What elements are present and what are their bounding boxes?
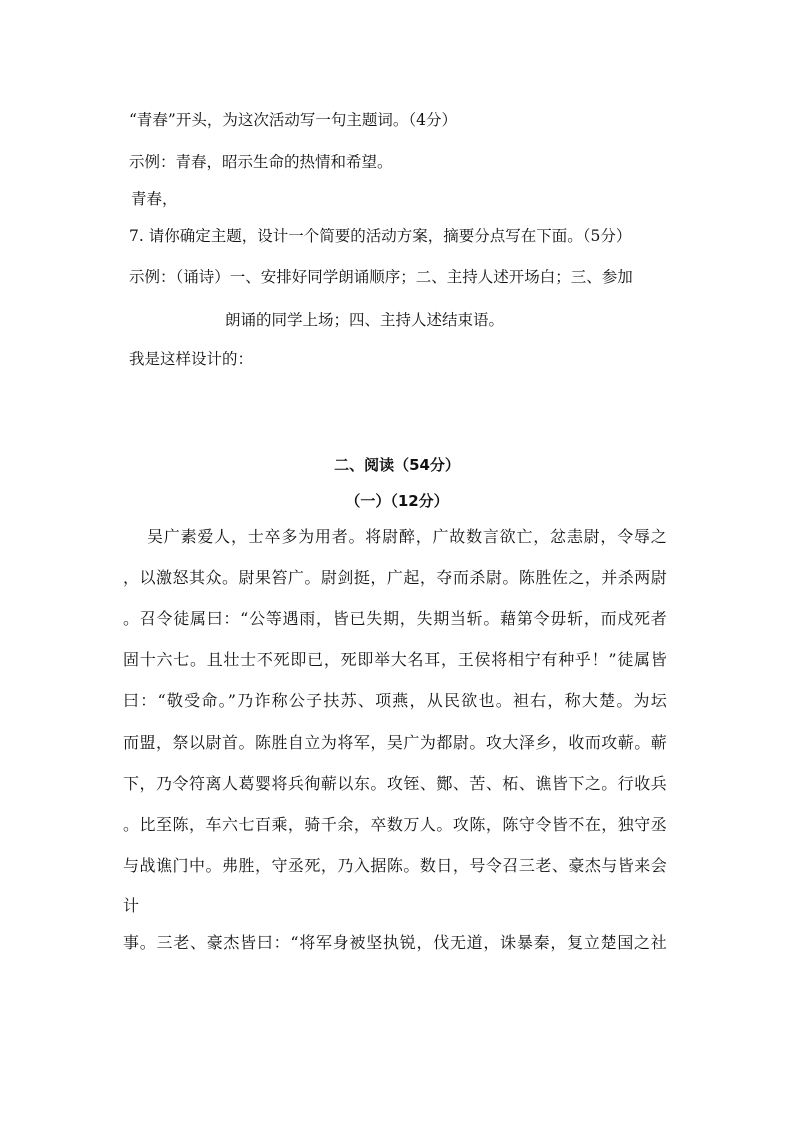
passage-line: 事。三老、豪杰皆曰：“将军身被坚执锐，伐无道，诛暴秦，复立楚国之社 xyxy=(123,933,667,952)
passage-subheading: （一）（12分） xyxy=(345,492,449,510)
passage-line: 而盟，祭以尉首。陈胜自立为将军，吴广为都尉。攻大泽乡，收而攻蕲。蕲 xyxy=(123,733,667,752)
passage-line: 曰：“敬受命。”乃诈称公子扶苏、项燕，从民欲也。袒右，称大楚。为坛 xyxy=(123,691,667,710)
passage-line: 固十六七。且壮士不死即已，死即举大名耳，王侯将相宁有种乎！”徒属皆 xyxy=(123,650,667,669)
design-prompt: 我是这样设计的： xyxy=(129,350,254,368)
answer-prefix: 青春， xyxy=(131,190,178,208)
question-6-prompt: “青春”开头，为这次活动写一句主题词。（4分） xyxy=(129,111,457,129)
example-answer: 示例：青春，昭示生命的热情和希望。 xyxy=(129,153,393,171)
passage-line: 与战谯门中。弗胜，守丞死，乃入据陈。数日，号令召三老、豪杰与皆来会 xyxy=(123,856,667,875)
question-7-prompt: 7. 请你确定主题，设计一个简要的活动方案，摘要分点写在下面。（5分） xyxy=(129,227,632,245)
passage-line: 吴广素爱人，士卒多为用者。将尉醉，广故数言欲亡，忿恚尉，令辱之 xyxy=(147,527,667,546)
passage-line: 下，乃令符离人葛婴将兵徇蕲以东。攻铚、酂、苦、柘、谯皆下之。行收兵 xyxy=(123,774,667,793)
passage-line: 。比至陈，车六七百乘，骑千余，卒数万人。攻陈，陈守令皆不在，独守丞 xyxy=(123,815,667,834)
passage-line: 计 xyxy=(123,896,140,915)
passage-line: 。召令徒属曰：“公等遇雨，皆已失期，失期当斩。藉第令毋斩，而戍死者 xyxy=(123,609,667,628)
example-plan-line-2: 朗诵的同学上场；四、主持人述结束语。 xyxy=(225,311,505,329)
section-heading: 二、阅读（54分） xyxy=(334,456,460,474)
example-plan-line-1: 示例：（诵诗）一、安排好同学朗诵顺序；二、主持人述开场白；三、参加 xyxy=(129,268,633,286)
passage-line: ，以激怒其众。尉果笞广。尉剑挺，广起，夺而杀尉。陈胜佐之，并杀两尉 xyxy=(123,568,667,587)
